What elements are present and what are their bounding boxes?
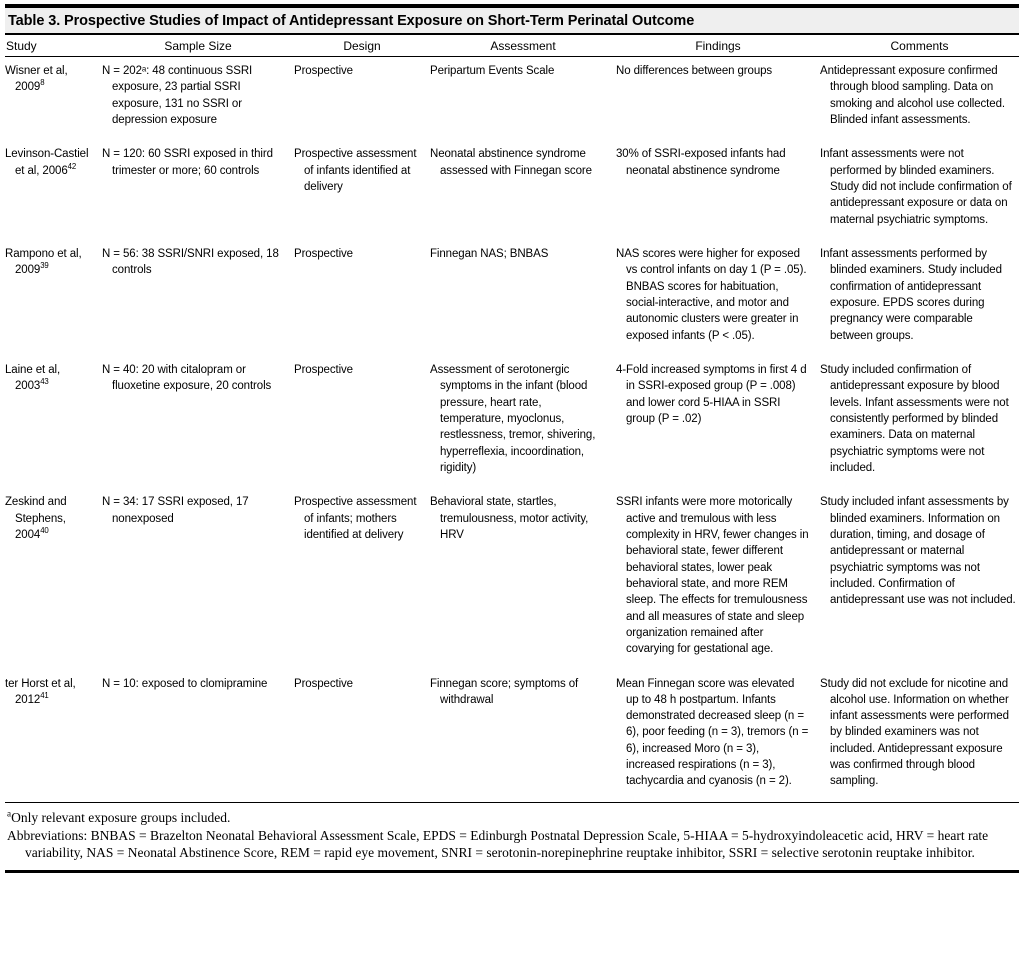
cell-comments	[820, 240, 1019, 356]
column-header-comments: Comments	[820, 35, 1019, 57]
reference-superscript: 40	[40, 526, 49, 536]
sample-size-text: N = 10: exposed to clomipramine	[102, 677, 268, 690]
cell-comments	[820, 57, 1019, 141]
design-text: Prospective	[294, 247, 353, 260]
comments-text: Study included infant assessments by blinded examiners. Information on duration, timing, and dosage of antidepressant or maternal psychiatric symptoms was not included. Confirmation of antidepressant use was not included.	[820, 496, 1016, 607]
cell-comments	[820, 488, 1019, 669]
table-header	[5, 35, 1019, 57]
table-row	[5, 488, 1019, 669]
footnote-a-marker: a	[7, 808, 12, 819]
cell-assessment	[430, 57, 616, 141]
design-text: Prospective	[294, 677, 353, 690]
cell-study	[5, 140, 102, 240]
design-text: Prospective	[294, 65, 353, 77]
cell-study	[5, 57, 102, 141]
cell-design	[294, 240, 430, 356]
column-header-findings: Findings	[616, 35, 820, 57]
assessment-text: Finnegan NAS; BNBAS	[430, 247, 549, 260]
findings-text: SSRI infants were more motorically active and tremulous with less complexity in HRV, fewer changes in behavioral state, fewer different behavioral states, lower peak behavioral state, and more REM sleep. The effects for tremulousness and all measures of state and sleep organization remained after covarying for gestational age.	[616, 496, 809, 656]
table-row	[5, 356, 1019, 488]
cell-study	[5, 356, 102, 488]
footnote-a	[7, 809, 1017, 827]
footnote-abbreviations: Abbreviations: BNBAS = Brazelton Neonatal Behavioral Assessment Scale, EPDS = Edinburgh Postnatal Depression Scale, 5-HIAA = 5-hydroxyindoleacetic acid, HRV = heart rate variability, NAS = Neonatal Abstinence Score, REM = rapid eye movement, SNRI = serotonin-norepinephrine reuptake inhibitor, SSRI = selective serotonin reuptake inhibitor.	[7, 827, 989, 861]
sample-size-text: N = 40: 20 with citalopram or fluoxetine exposure, 20 controls	[102, 363, 272, 393]
perinatal-outcomes-table	[5, 35, 1019, 803]
design-text: Prospective assessment of infants identified at delivery	[294, 148, 417, 193]
cell-findings	[616, 488, 820, 669]
table-footnotes	[5, 803, 1019, 870]
cell-findings	[616, 670, 820, 803]
cell-assessment	[430, 240, 616, 356]
cell-sample-size	[102, 140, 294, 240]
cell-assessment	[430, 140, 616, 240]
cell-design	[294, 356, 430, 488]
cell-design	[294, 670, 430, 803]
study-name: Rampono et al, 2009	[5, 247, 82, 277]
bottom-rule	[5, 870, 1019, 873]
cell-study	[5, 670, 102, 803]
table-row	[5, 670, 1019, 803]
assessment-text: Behavioral state, startles, tremulousness, motor activity, HRV	[430, 496, 589, 541]
assessment-text: Assessment of serotonergic symptoms in the infant (blood pressure, heart rate, temperature, myoclonus, restlessness, tremor, shivering, hyperreflexia, incoordination, rigidity)	[430, 363, 596, 474]
assessment-text: Finnegan score; symptoms of withdrawal	[430, 677, 579, 706]
findings-text: Mean Finnegan score was elevated up to 48 h postpartum. Infants demonstrated decreased sleep (n = 6), poor feeding (n = 3), tremors (n = 6), increased Moro (n = 3), increased respirations (n = 3), tachycardia and cyanosis (n = 2).	[616, 677, 809, 788]
cell-findings	[616, 356, 820, 488]
cell-sample-size	[102, 57, 294, 141]
cell-sample-size	[102, 670, 294, 803]
findings-text: NAS scores were higher for exposed vs control infants on day 1 (P = .05). BNBAS scores for habituation, social-interactive, and motor and autonomic clusters were greater in exposed infants (P < .05).	[616, 247, 807, 342]
assessment-text: Neonatal abstinence syndrome assessed with Finnegan score	[430, 148, 592, 177]
findings-text: 4-Fold increased symptoms in first 4 d in SSRI-exposed group (P = .008) and lower cord 5-HIAA in SSRI group (P = .02)	[616, 363, 807, 425]
sample-size-text: N = 34: 17 SSRI exposed, 17 nonexposed	[102, 496, 249, 525]
cell-assessment	[430, 670, 616, 803]
findings-text: No differences between groups	[616, 65, 773, 77]
reference-superscript: 43	[40, 377, 49, 387]
sample-size-text: N = 120: 60 SSRI exposed in third trimester or more; 60 controls	[102, 148, 273, 177]
design-text: Prospective	[294, 363, 353, 376]
cell-findings	[616, 57, 820, 141]
sample-size-text: N = 202ᵃ: 48 continuous SSRI exposure, 23 partial SSRI exposure, 131 no SSRI or depression exposure	[102, 65, 253, 126]
column-header-design: Design	[294, 35, 430, 57]
cell-sample-size	[102, 240, 294, 356]
study-name: ter Horst et al, 2012	[5, 677, 76, 706]
cell-sample-size	[102, 488, 294, 669]
comments-text: Antidepressant exposure confirmed through blood sampling. Data on smoking and alcohol use collected. Blinded infant assessments.	[820, 65, 1005, 126]
cell-comments	[820, 670, 1019, 803]
comments-text: Study did not exclude for nicotine and alcohol use. Information on whether infant assessments were performed by blinded examiners was not included. Antidepressant exposure was confirmed through blood sampling.	[820, 677, 1009, 788]
comments-text: Study included confirmation of antidepressant exposure by blood levels. Infant assessments were not consistently performed by blinded examiners. Data on maternal psychiatric symptoms were not included.	[820, 363, 1009, 474]
cell-design	[294, 488, 430, 669]
reference-superscript: 41	[40, 691, 49, 700]
study-name: Laine et al, 2003	[5, 363, 61, 393]
table-row	[5, 240, 1019, 356]
cell-comments	[820, 356, 1019, 488]
footnote-a-text: Only relevant exposure groups included.	[11, 809, 231, 825]
header-row	[5, 35, 1019, 57]
table-row	[5, 57, 1019, 141]
cell-study	[5, 488, 102, 669]
table-body	[5, 57, 1019, 803]
cell-assessment	[430, 356, 616, 488]
sample-size-text: N = 56: 38 SSRI/SNRI exposed, 18 controls	[102, 247, 279, 277]
reference-superscript: 8	[40, 78, 45, 88]
design-text: Prospective assessment of infants; mothers identified at delivery	[294, 496, 417, 541]
reference-superscript: 39	[40, 261, 49, 271]
cell-findings	[616, 240, 820, 356]
cell-comments	[820, 140, 1019, 240]
table-title-band	[5, 8, 1019, 35]
study-name: Zeskind and Stephens, 2004	[5, 496, 67, 541]
findings-text: 30% of SSRI-exposed infants had neonatal abstinence syndrome	[616, 148, 786, 177]
study-name: Wisner et al, 2009	[5, 65, 68, 94]
cell-design	[294, 57, 430, 141]
comments-text: Infant assessments were not performed by blinded examiners. Study did not include confirmation of antidepressant exposure or data on maternal psychiatric symptoms.	[820, 148, 1012, 226]
cell-sample-size	[102, 356, 294, 488]
table-title: Table 3. Prospective Studies of Impact of Antidepressant Exposure on Short-Term Perinatal Outcome	[8, 13, 695, 29]
cell-assessment	[430, 488, 616, 669]
cell-study	[5, 240, 102, 356]
column-header-study: Study	[5, 35, 102, 57]
study-name: Levinson-Castiel et al, 2006	[5, 148, 89, 177]
table-row	[5, 140, 1019, 240]
column-header-sample-size: Sample Size	[102, 35, 294, 57]
comments-text: Infant assessments performed by blinded examiners. Study included confirmation of antidepressant exposure. EPDS scores during pregnancy were comparable between groups.	[820, 247, 1002, 342]
reference-superscript: 42	[67, 161, 77, 171]
cell-findings	[616, 140, 820, 240]
column-header-assessment: Assessment	[430, 35, 616, 57]
assessment-text: Peripartum Events Scale	[430, 65, 555, 77]
cell-design	[294, 140, 430, 240]
